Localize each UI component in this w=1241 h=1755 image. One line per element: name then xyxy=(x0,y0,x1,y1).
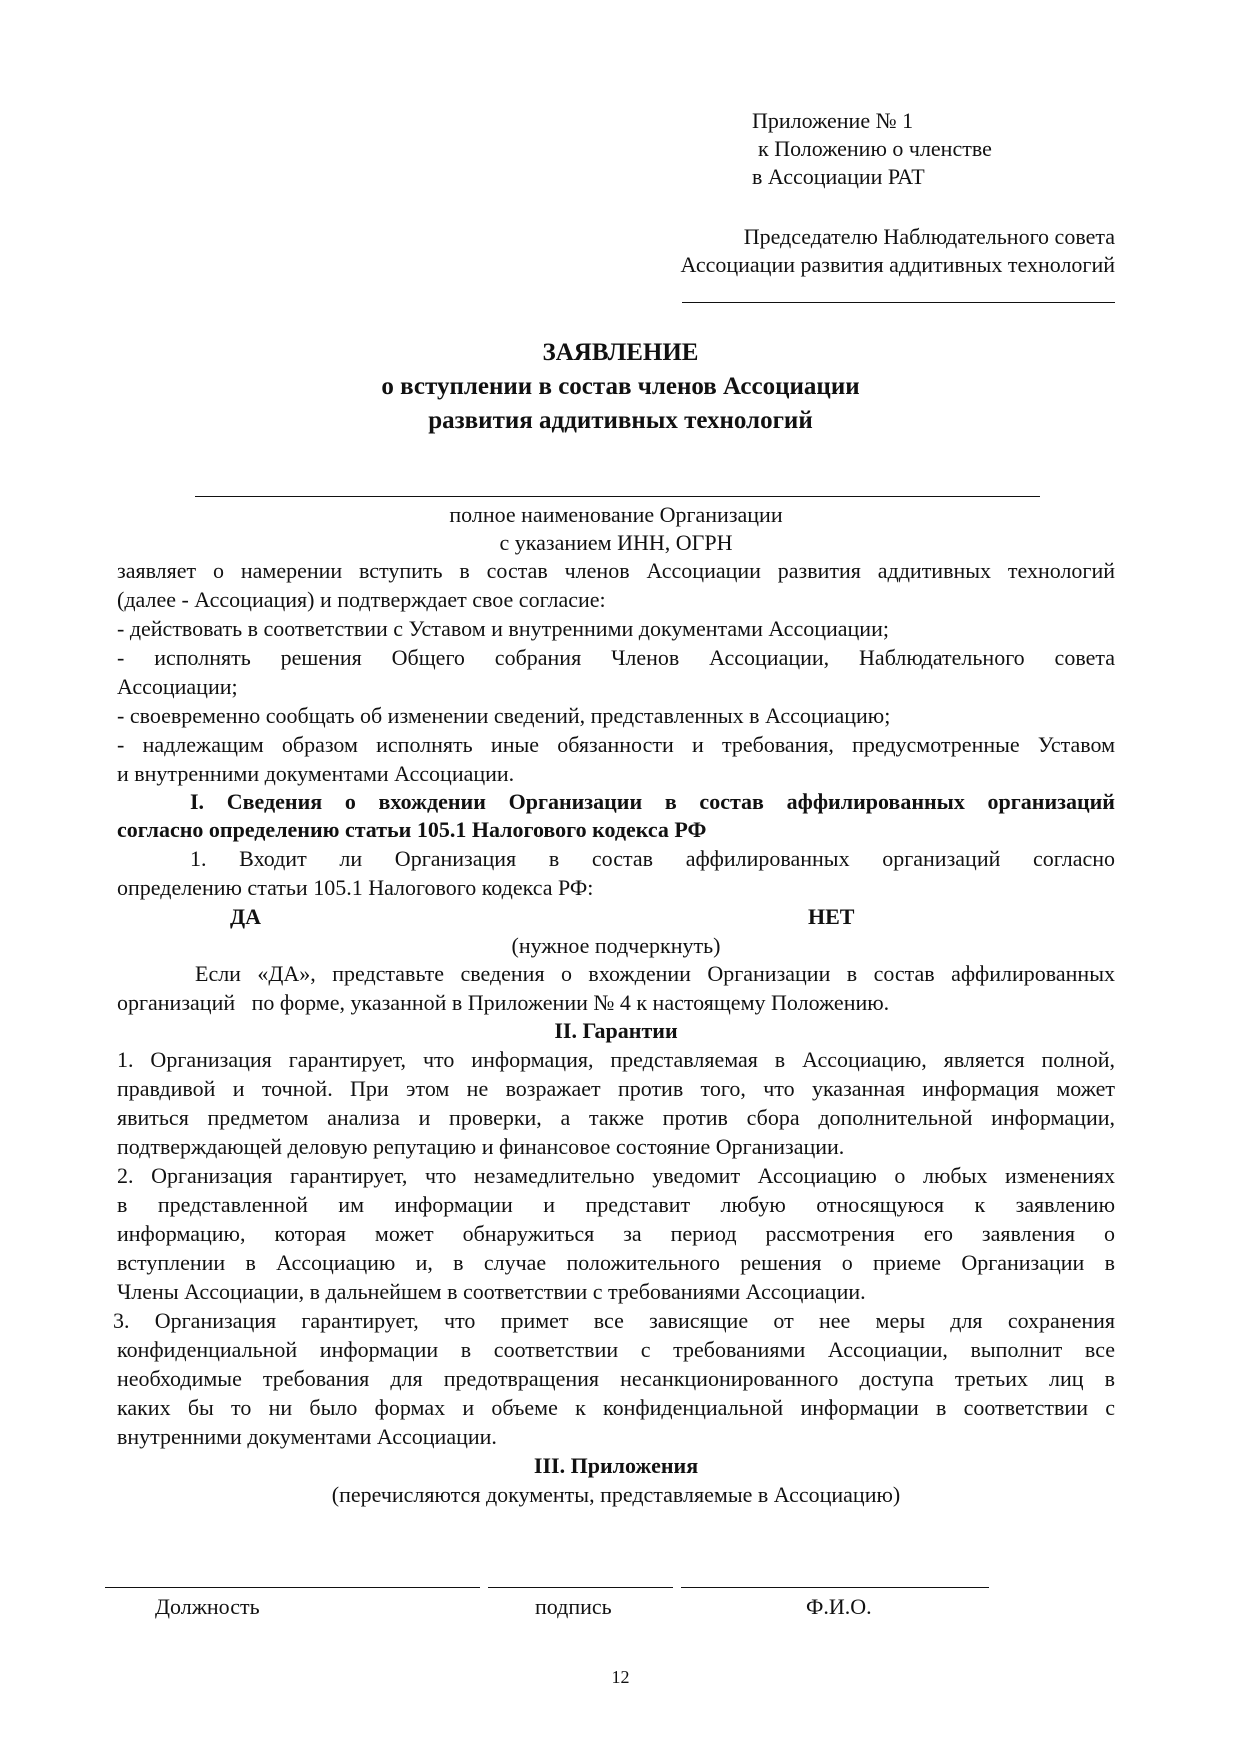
section-2-heading: II. Гарантии xyxy=(554,1018,678,1043)
position-field[interactable] xyxy=(105,1587,480,1588)
answer-yes[interactable]: ДА xyxy=(230,904,262,929)
guarantee-line: вступлении в Ассоциацию и, в случае положительного решения о приеме Организации в xyxy=(117,1250,1115,1275)
yes-note-line-1: Если «ДА», представьте сведения о вхождении Организации в состав аффилированных xyxy=(195,961,1115,986)
full-name-label: Ф.И.О. xyxy=(806,1594,872,1619)
guarantee-line: 1. Организация гарантирует, что информация, представляемая в Ассоциацию, является полной, xyxy=(117,1047,1115,1072)
section-3-heading: III. Приложения xyxy=(533,1453,699,1478)
appendix-line-2: к Положению о членстве xyxy=(758,136,992,161)
guarantee-line: 3. Организация гарантирует, что примет все зависящие от нее меры для сохранения xyxy=(113,1308,1115,1333)
full-name-field[interactable] xyxy=(681,1587,989,1588)
intro-line-2: (далее - Ассоциация) и подтверждает свое согласие: xyxy=(117,587,606,612)
answer-no[interactable]: НЕТ xyxy=(808,904,855,929)
guarantee-line: необходимые требования для предотвращения несанкционированного доступа третьих лиц в xyxy=(117,1366,1115,1391)
guarantee-line: 2. Организация гарантирует, что незамедлительно уведомит Ассоциацию о любых изменениях xyxy=(117,1163,1115,1188)
position-label: Должность xyxy=(155,1594,260,1619)
document-title: ЗАЯВЛЕНИЕ xyxy=(542,339,699,366)
guarantee-line: подтверждающей деловую репутацию и финансовое состояние Организации. xyxy=(117,1134,845,1159)
guarantee-line: явиться предметом анализа и проверки, а также против сбора дополнительной информации, xyxy=(117,1105,1115,1130)
guarantee-line: конфиденциальной информации в соответствии с требованиями Ассоциации, выполнит все xyxy=(117,1337,1115,1362)
yes-note-line-2: организаций по форме, указанной в Приложении № 4 к настоящему Положению. xyxy=(117,990,890,1015)
signature-field[interactable] xyxy=(488,1587,673,1588)
page-number: 12 xyxy=(611,1667,630,1687)
guarantee-line: внутренними документами Ассоциации. xyxy=(117,1424,497,1449)
org-field-caption-2: с указанием ИНН, ОГРН xyxy=(499,530,733,555)
document-subtitle-1: о вступлении в состав членов Ассоциации xyxy=(381,373,860,400)
appendix-line-1: Приложение № 1 xyxy=(752,108,914,133)
consent-item: - исполнять решения Общего собрания Членов Ассоциации, Наблюдательного совета xyxy=(117,645,1115,670)
section-1-heading-line-2: согласно определению статьи 105.1 Налогового кодекса РФ xyxy=(117,817,707,842)
consent-item: - своевременно сообщать об изменении сведений, представленных в Ассоциацию; xyxy=(117,703,891,728)
addressee-line-2: Ассоциации развития аддитивных технологий xyxy=(680,252,1115,277)
consent-item: Ассоциации; xyxy=(117,674,238,699)
question-1-line-1: 1. Входит ли Организация в состав аффилированных организаций согласно xyxy=(190,846,1115,871)
underline-hint: (нужное подчеркнуть) xyxy=(511,933,721,958)
consent-item: - надлежащим образом исполнять иные обязанности и требования, предусмотренные Уставом xyxy=(117,732,1115,757)
addressee-line-1: Председателю Наблюдательного совета xyxy=(743,224,1115,249)
section-1-heading-line-1: I. Сведения о вхождении Организации в состав аффилированных организаций xyxy=(190,789,1115,814)
question-1-line-2: определению статьи 105.1 Налогового кодекса РФ: xyxy=(117,875,594,900)
appendix-line-3: в Ассоциации РАТ xyxy=(752,164,925,189)
guarantee-line: правдивой и точной. При этом не возражает против того, что указанная информация может xyxy=(117,1076,1115,1101)
org-field-caption-1: полное наименование Организации xyxy=(449,502,783,527)
guarantee-line: Члены Ассоциации, в дальнейшем в соответствии с требованиями Ассоциации. xyxy=(117,1279,866,1304)
guarantee-line: информацию, которая может обнаружиться за период рассмотрения его заявления о xyxy=(117,1221,1115,1246)
intro-line-1: заявляет о намерении вступить в состав членов Ассоциации развития аддитивных технологий xyxy=(117,558,1115,583)
signature-label: подпись xyxy=(535,1594,612,1619)
attachments-hint: (перечисляются документы, представляемые в Ассоциацию) xyxy=(331,1482,901,1507)
guarantee-line: в представленной им информации и представит любую относящуюся к заявлению xyxy=(117,1192,1115,1217)
addressee-name-field[interactable] xyxy=(682,302,1115,303)
document-subtitle-2: развития аддитивных технологий xyxy=(428,407,813,434)
guarantee-line: каких бы то ни было формах и объеме к конфиденциальной информации в соответствии с xyxy=(117,1395,1115,1420)
consent-item: - действовать в соответствии с Уставом и внутренними документами Ассоциации; xyxy=(117,616,889,641)
organization-name-field[interactable] xyxy=(195,496,1040,497)
consent-item: и внутренними документами Ассоциации. xyxy=(117,761,515,786)
